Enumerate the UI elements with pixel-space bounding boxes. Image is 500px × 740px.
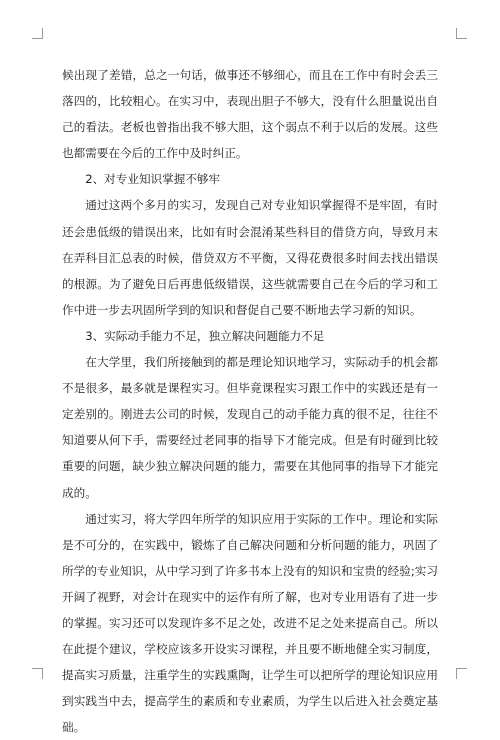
crop-mark-top-left bbox=[32, 28, 43, 39]
paragraph-internship-summary: 通过实习，将大学四年所学的知识应用于实际的工作中。理论和实际是不可分的，在实践中，锻炼了自己解决问题和分析问题的能力，巩固了所学的专业知识，从中学习到了许多书本上没有的知识和宝贵的经验;实习开阔了视野，对会计在现实中的运作有所了解，也对专业用语有了进一步的掌握。实习还可以发现许多不足之处，改进不足之处来提高自己。所以在此提个建议，学校应该多开设实习课程，并且要不断地健全实习制度，提高实习质量，注重学生的实践熏陶，让学生可以把所学的理论知识应用到实践当中去，提高学生的素质和专业素质，为学生以后进入社会奠定基础。 bbox=[62, 511, 438, 735]
paragraph-continuation: 候出现了差错，总之一句话，做事还不够细心，而且在工作中有时会丢三落四的，比较粗心。在实习中，表现出胆子不够大，没有什么胆量说出自己的看法。老板也曾指出我不够大胆，这个弱点不利于以后的发展。这些也都需要在今后的工作中及时纠正。 bbox=[62, 68, 438, 161]
section-heading-3: 3、实际动手能力不足，独立解决问题能力不足 bbox=[85, 328, 325, 343]
crop-mark-bottom-left bbox=[32, 668, 43, 679]
paragraph-practical-ability: 在大学里，我们所接触到的都是理论知识地学习，实际动手的机会都不是很多，最多就是课程实习。但毕竟课程实习跟工作中的实践还是有一定差别的。刚进去公司的时候，发现自己的动手能力真的很不足，往往不知道要从何下手，需要经过老同事的指导下才能完成。但是有时碰到比较重要的问题，缺少独立解决问题的能力，需要在其他同事的指导下才能完成的。 bbox=[62, 355, 438, 500]
crop-mark-top-right bbox=[456, 28, 467, 39]
section-heading-2: 2、对专业知识掌握不够牢 bbox=[85, 172, 221, 187]
crop-mark-bottom-right bbox=[456, 668, 467, 679]
paragraph-professional-knowledge: 通过这两个多月的实习，发现自己对专业知识掌握得不是牢固，有时还会患低级的错误出来，比如有时会混淆某些科目的借贷方向，导致月末在弄科目汇总表的时候，借贷双方不平衡，又得花费很多时间去找出错误的根源。为了避免日后再患低级错误，这些就需要自己在今后的学习和工作中进一步去巩固所学到的知识和督促自己要不断地去学习新的知识。 bbox=[62, 198, 438, 317]
document-body bbox=[62, 62, 438, 740]
